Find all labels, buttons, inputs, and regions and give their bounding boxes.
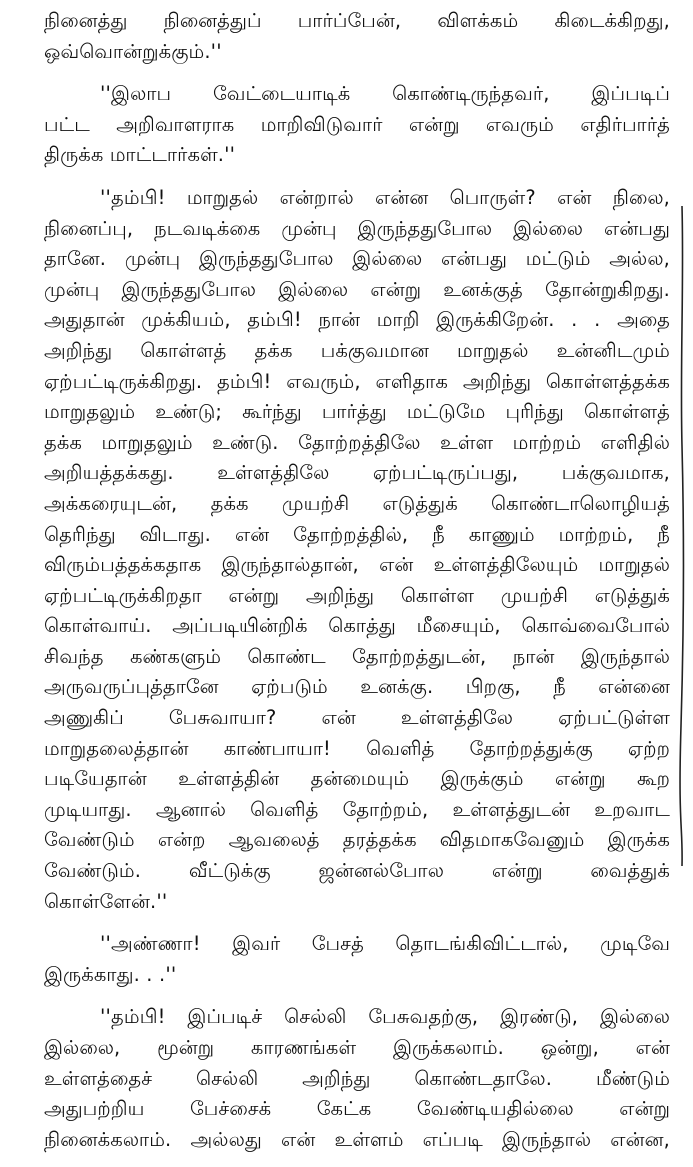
text-line: அறியத்தக்கது. உள்ளத்திலே ஏற்பட்டிருப்பது, பக்குவமாக, [44,461,670,485]
text-line: கொள்ளேன்.'' [44,889,168,913]
text-column [44,6,670,1167]
margin-scan-mark [678,206,686,866]
paragraph-2 [44,79,670,171]
text-line: வேண்டும் என்ற ஆவலைத் தரத்தக்க விதமாகவேனும் இருக்க [44,828,670,852]
text-line: முன்பு இருந்ததுபோல இல்லை என்று உனக்குத் தோன்றுகிறது. [44,277,670,301]
text-line: தெரிந்து விடாது. என் தோற்றத்தில், நீ காணும் மாற்றம், நீ [44,522,670,546]
text-line: நினைத்து நினைத்துப் பார்ப்பேன், விளக்கம் கிடைக்கிறது, [44,9,670,32]
text-line: தானே. முன்பு இருந்ததுபோல இல்லை என்பது மட்டும் அல்ல, [44,247,670,271]
text-line: ஒவ்வொன்றுக்கும்.'' [44,39,222,63]
text-line: மாறுதலும் உண்டு; கூர்ந்து பார்த்து மட்டுமே புரிந்து கொள்ளத் [44,400,670,424]
text-line: அணுகிப் பேசுவாயா? என் உள்ளத்திலே ஏற்பட்டுள்ள [44,706,670,730]
text-line: திருக்க மாட்டார்கள்.'' [44,143,236,167]
text-line: பட்ட அறிவாளராக மாறிவிடுவார் என்று எவரும் எதிர்பார்த் [44,112,670,136]
paragraph-4 [44,929,670,990]
text-line: ''இலாப வேட்டையாடிக் கொண்டிருந்தவர், இப்படிப் [100,82,670,106]
text-line: அக்கரையுடன், தக்க முயற்சி எடுத்துக் கொண்டாலொழியத் [44,491,670,515]
text-line: விரும்பத்தக்கதாக இருந்தால்தான், என் உள்ளத்திலேயும் மாறுதல் [44,553,670,577]
text-line: ''தம்பி! மாறுதல் என்றால் என்ன பொருள்? என் நிலை, [100,185,670,209]
paragraph-5 [44,1002,670,1155]
text-line: இல்லை, மூன்று காரணங்கள் இருக்கலாம். ஒன்று, என் [44,1036,670,1059]
text-line: கொள்வாய். அப்படியின்றிக் கொத்து மீசையும், கொவ்வைபோல் [44,614,670,638]
text-line: இருக்காது. . .'' [44,962,177,986]
text-line: ஏற்பட்டிருக்கிறதா என்று அறிந்து கொள்ள முயற்சி எடுத்துக் [44,583,670,607]
text-line: சிவந்த கண்களும் கொண்ட தோற்றத்துடன், நான் இருந்தால் [44,644,670,668]
text-line: அதுபற்றிய பேச்சைக் கேட்க வேண்டியதில்லை என்று [44,1097,670,1121]
text-line: அறிந்து கொள்ளத் தக்க பக்குவமான மாறுதல் உன்னிடமும் [44,338,670,362]
text-line: வேண்டும். வீட்டுக்கு ஜன்னல்போல என்று வைத்துக் [44,859,670,883]
text-line: நினைப்பு, நடவடிக்கை முன்பு இருந்ததுபோல இல்லை என்பது [44,216,670,240]
text-line: தக்க மாறுதலும் உண்டு. தோற்றத்திலே உள்ள மாற்றம் எளிதில் [44,430,670,454]
text-line: ஏற்பட்டிருக்கிறது. தம்பி! எவரும், எளிதாக அறிந்து கொள்ளத்தக்க [44,369,670,393]
text-line: ''தம்பி! இப்படிச் செல்லி பேசுவதற்கு, இரண்டு, இல்லை [100,1005,670,1029]
text-line: ''அண்ணா! இவர் பேசத் தொடங்கிவிட்டால், முடிவே [100,932,670,956]
text-line: அதுதான் முக்கியம், தம்பி! நான் மாறி இருக்கிறேன். . . அதை [44,308,670,332]
text-line: மாறுதலைத்தான் காண்பாயா! வெளித் தோற்றத்துக்கு ஏற்ற [44,736,670,760]
text-line: முடியாது. ஆனால் வெளித் தோற்றம், உள்ளத்துடன் உறவாட [44,797,670,821]
text-line: உள்ளத்தைச் செல்லி அறிந்து கொண்டதாலே. மீண்டும் [44,1066,670,1090]
text-line: படியேதான் உள்ளத்தின் தன்மையும் இருக்கும் என்று கூற [44,767,670,791]
paragraph-3 [44,183,670,917]
text-line: அருவருப்புத்தானே ஏற்படும் உனக்கு. பிறகு, நீ என்னை [44,675,670,699]
paragraph-1 [44,6,670,67]
text-line: நினைக்கலாம். அல்லது என் உள்ளம் எப்படி இருந்தால் என்ன, [44,1127,670,1151]
